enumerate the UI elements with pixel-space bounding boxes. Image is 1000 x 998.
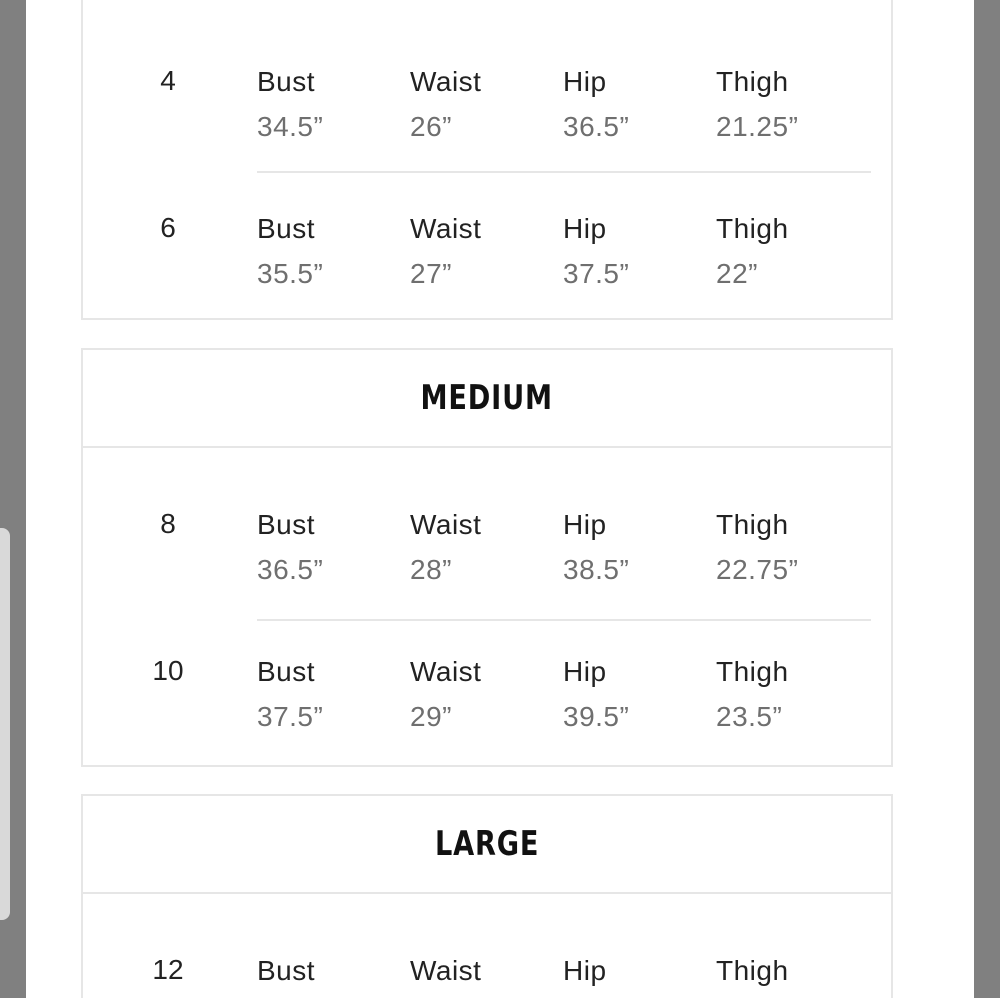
hip-cell xyxy=(563,212,629,291)
waist-cell xyxy=(410,212,481,291)
thigh-label: Thigh xyxy=(716,656,789,687)
waist-cell xyxy=(410,65,481,144)
waist-label: Waist xyxy=(410,656,482,687)
card-title: MEDIUM xyxy=(420,378,554,418)
waist-value: 28” xyxy=(410,554,452,585)
bust-label: Bust xyxy=(257,656,316,687)
hip-label: Hip xyxy=(563,955,607,986)
hip-cell xyxy=(563,65,629,144)
bust-value: 36.5” xyxy=(257,554,324,585)
size-number: 8 xyxy=(160,508,176,539)
bust-label: Bust xyxy=(257,213,316,244)
size-row xyxy=(83,948,895,998)
hip-value: 37.5” xyxy=(563,258,630,289)
waist-value: 29” xyxy=(410,701,452,732)
bust-value: 37.5” xyxy=(257,701,324,732)
size-card-medium xyxy=(81,348,893,767)
bust-label: Bust xyxy=(257,955,316,986)
thigh-label: Thigh xyxy=(716,955,789,986)
thigh-label: Thigh xyxy=(716,66,789,97)
thigh-cell xyxy=(716,508,798,587)
row-divider xyxy=(257,619,871,621)
hip-cell xyxy=(563,954,607,988)
card-header xyxy=(83,796,891,894)
bust-cell xyxy=(257,655,323,734)
size-row xyxy=(83,502,895,592)
thigh-cell xyxy=(716,212,789,291)
hip-label: Hip xyxy=(563,213,607,244)
hip-value: 39.5” xyxy=(563,701,630,732)
hip-value: 36.5” xyxy=(563,111,630,142)
hip-cell xyxy=(563,508,629,587)
waist-cell xyxy=(410,655,481,734)
thigh-cell xyxy=(716,655,789,734)
thigh-value: 23.5” xyxy=(716,701,783,732)
hip-cell xyxy=(563,655,629,734)
thigh-value: 21.25” xyxy=(716,111,799,142)
size-number: 12 xyxy=(152,954,184,985)
size-number: 6 xyxy=(160,212,176,243)
waist-value: 26” xyxy=(410,111,452,142)
thigh-label: Thigh xyxy=(716,509,789,540)
size-chart-page xyxy=(26,0,974,998)
waist-value: 27” xyxy=(410,258,452,289)
bust-cell xyxy=(257,508,323,587)
bust-value: 34.5” xyxy=(257,111,324,142)
hip-label: Hip xyxy=(563,656,607,687)
hip-value: 38.5” xyxy=(563,554,630,585)
bust-value: 35.5” xyxy=(257,258,324,289)
size-row xyxy=(83,649,895,739)
thigh-value: 22” xyxy=(716,258,758,289)
bust-cell xyxy=(257,954,315,988)
waist-cell xyxy=(410,954,481,988)
size-row xyxy=(83,59,895,149)
size-card-small xyxy=(81,0,893,320)
size-number: 10 xyxy=(152,655,184,686)
waist-label: Waist xyxy=(410,509,482,540)
thigh-cell xyxy=(716,65,798,144)
bust-label: Bust xyxy=(257,66,316,97)
thigh-label: Thigh xyxy=(716,213,789,244)
bust-cell xyxy=(257,65,323,144)
card-header xyxy=(83,350,891,448)
size-card-large xyxy=(81,794,893,998)
bust-cell xyxy=(257,212,323,291)
hip-label: Hip xyxy=(563,66,607,97)
size-number: 4 xyxy=(160,65,176,96)
scroll-handle[interactable] xyxy=(0,528,10,920)
card-title: LARGE xyxy=(434,824,540,864)
size-row xyxy=(83,206,895,296)
waist-label: Waist xyxy=(410,66,482,97)
waist-cell xyxy=(410,508,481,587)
waist-label: Waist xyxy=(410,955,482,986)
hip-label: Hip xyxy=(563,509,607,540)
waist-label: Waist xyxy=(410,213,482,244)
thigh-cell xyxy=(716,954,789,988)
bust-label: Bust xyxy=(257,509,316,540)
thigh-value: 22.75” xyxy=(716,554,799,585)
row-divider xyxy=(257,171,871,173)
